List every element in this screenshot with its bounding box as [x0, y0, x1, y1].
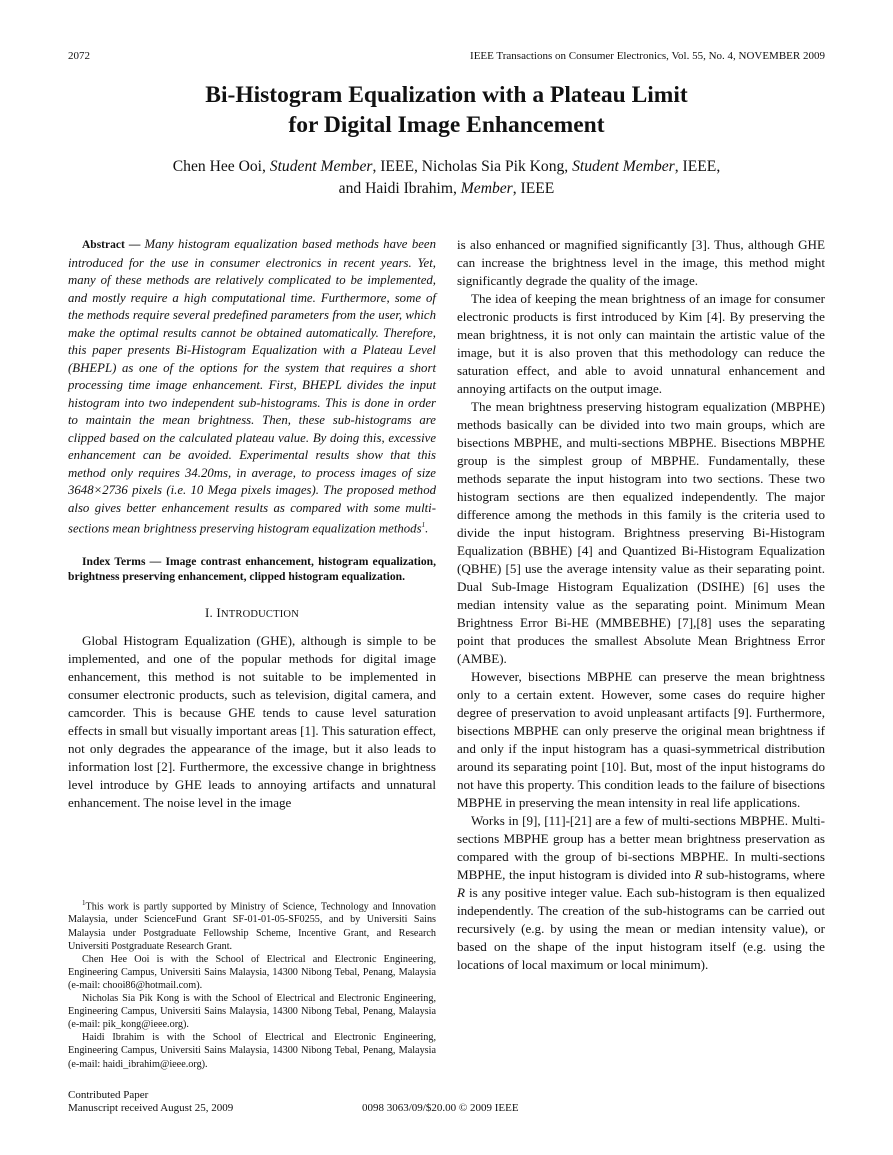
right-paragraph-0: is also enhanced or magnified significantly [3]. Thus, although GHE can increase the brightness level in the image, this method might significantly degrade the quality of the image. — [457, 237, 825, 288]
abstract-footnote-mark: 1 — [421, 521, 426, 529]
p4-var-r-2: R — [457, 885, 465, 900]
index-terms: Index Terms — Image contrast enhancement, histogram equalization, brightness preserving enhancement, clipped histogram equalization. — [68, 554, 436, 584]
manuscript-received: Manuscript received August 25, 2009 — [68, 1102, 234, 1114]
contributed-paper-label: Contributed Paper — [68, 1089, 149, 1101]
author-3-org: , IEEE — [512, 180, 555, 197]
footnote-1 — [68, 897, 436, 953]
page-number: 2072 — [68, 50, 90, 62]
p4-part-c: is any positive integer value. Each sub-histogram is then equalized independently. The creation of the sub-histograms can be carried out recursively (e.g. by using the mean or median intensity value), or based on the shape of the input histogram itself (e.g. using the locations of local maximum or local minimum). — [457, 885, 825, 972]
paper-title-line-1: Bi-Histogram Equalization with a Plateau Limit — [205, 82, 688, 108]
right-column — [457, 236, 825, 974]
right-paragraph-3: However, bisections MBPHE can preserve the mean brightness only to a certain extent. However, some cases do require higher degree of preservation to avoid unpleasant artifacts [9]. Furthermore, bisections MBPHE can only preserve the original mean brightness if and only if the input histogram has a quasi-symmetrical distribution around its separating point [10]. But, most of the input histograms do not have this property. This condition leads to the failure of bisections MBPHE in preserving the mean intensity in real life applications. — [457, 669, 825, 810]
author-1-role: Student Member — [269, 158, 373, 175]
right-paragraph-2: The mean brightness preserving histogram equalization (MBPHE) methods basically can be divided into two main groups, which are bisections MBPHE, and multi-sections MBPHE. Bisections MBPHE group is the simplest group of MBPHE. Fundamentally, these methods separate the input histogram into two sections. These two histogram sections are then equalized independently. The major difference among the methods in this family is the criteria used to divide the input histogram. Brightness preserving Bi-Histogram Equalization (BBHE) [4] and Quantized Bi-Histogram Equalization (QBHE) [5] use the average intensity value as their separating point. Dual Sub-Image Histogram Equalization (DSIHE) [6] uses the median intensity value as the separating point. Minimum Mean Brightness Error Bi-HE (MMBEBHE) [7],[8] uses the separating point that produces the smallest Absolute Mean Brightness Error (AMBE). — [457, 399, 825, 666]
abstract-text: Many histogram equalization based methods have been introduced for the use in consumer electronics in recent years. Yet, many of these methods are relatively complicated to be implemented, and mostly require a high computational time. Furthermore, some of the methods require several predefined parameters from the user, which make the optimal results cannot be obtained automatically. Therefore, this paper presents Bi-Histogram Equalization with a Plateau Level (BHEPL) as one of the options for the system that requires a short processing time image enhancement. First, BHEPL divides the input histogram into two independent sub-histograms. This is done in order to maintain the mean brightness. Then, these sub-histograms are clipped based on the calculated plateau value. By doing this, excessive enhancement can be avoided. Experimental results show that this method only requires 34.20ms, in average, to process images of size 3648×2736 pixels (i.e. 10 Mega pixels images). The proposed method also gives better enhancement results as compared with some multi-sections mean brightness preserving histogram equalization methods — [68, 237, 436, 536]
section-numeral: I. I — [205, 604, 221, 620]
footnote-1-text: This work is partly supported by Ministry of Science, Technology and Innovation Malaysia, under ScienceFund Grant SF-01-01-05-SF0255, and by Universiti Sains Malaysia under Postgraduate Fellowship Scheme, Incentive Grant, and Research Universiti Postgraduate Research Grant. — [68, 901, 436, 952]
abstract — [68, 236, 436, 538]
right-paragraph-4 — [457, 812, 825, 974]
footnotes — [68, 897, 436, 1071]
section-heading-introduction — [68, 604, 436, 624]
section-title-rest: NTRODUCTION — [220, 608, 299, 620]
abstract-end: . — [425, 521, 429, 536]
p4-part-b: sub-histograms, where — [702, 867, 825, 882]
intro-paragraph-1: Global Histogram Equalization (GHE), although is simple to be implemented, and one of the popular methods for digital image enhancement, this method is not suitable to be implemented in consumer electronic products, such as television, digital camera, and camcorder. This is because GHE tends to cause level saturation effects in small but visually important areas [1]. This saturation effect, not only degrades the appearance of the image, but it also leads to information lost [2]. Furthermore, the excessive change in brightness level introduce by GHE leads to annoying artifacts and unnatural enhancement. The noise level in the image — [68, 632, 436, 810]
footnote-2: Chen Hee Ooi is with the School of Electrical and Electronic Engineering, Engineering Campus, Universiti Sains Malaysia, 14300 Nibong Tebal, Penang, Malaysia (e-mail: chooi86@hotmail.com). — [68, 953, 436, 991]
author-2-org: , IEEE, — [674, 158, 721, 175]
p4-part-a: Works in [9], [11]-[21] are a few of multi-sections MBPHE. Multi-sections MBPHE group has a better mean brightness preservation as compared with the group of bi-sections MBPHE. In multi-sections MBPHE, the input histogram is divided into — [457, 813, 825, 882]
author-2-role: Student Member — [572, 158, 675, 175]
author-1-name: Chen Hee Ooi, — [172, 158, 270, 175]
author-3-name: and Haidi Ibrahim, — [338, 180, 461, 197]
author-2-name: , IEEE, Nicholas Sia Pik Kong, — [372, 158, 573, 175]
footnote-1-mark: 1 — [82, 899, 86, 907]
authors-line-1 — [0, 156, 893, 178]
authors-line-2 — [0, 178, 893, 200]
footnote-4: Haidi Ibrahim is with the School of Electrical and Electronic Engineering, Engineering Campus, Universiti Sains Malaysia, 14300 Nibong Tebal, Penang, Malaysia (e-mail: haidi_ibrahim@ieee.org). — [68, 1032, 436, 1070]
left-column — [68, 236, 436, 812]
footnote-3: Nicholas Sia Pik Kong is with the School of Electrical and Electronic Engineering, Engineering Campus, Universiti Sains Malaysia, 14300 Nibong Tebal, Penang, Malaysia (e-mail: pik_kong@ieee.org). — [68, 993, 436, 1031]
p4-var-r-1: R — [694, 867, 703, 882]
abstract-label: Abstract — — [82, 239, 145, 251]
paper-title-line-2: for Digital Image Enhancement — [288, 112, 605, 138]
journal-header: IEEE Transactions on Consumer Electronics, Vol. 55, No. 4, NOVEMBER 2009 — [470, 50, 825, 62]
right-paragraph-1: The idea of keeping the mean brightness of an image for consumer electronic products is first introduced by Kim [4]. By preserving the mean brightness, it is not only can maintain the artistic value of the image, but it is also proven that this methodology can reduce the saturation effect, and able to avoid unnatural enhancement and annoying artifacts on the output image. — [457, 291, 825, 396]
author-3-role: Member — [460, 180, 513, 197]
copyright-line: 0098 3063/09/$20.00 © 2009 IEEE — [362, 1102, 519, 1114]
